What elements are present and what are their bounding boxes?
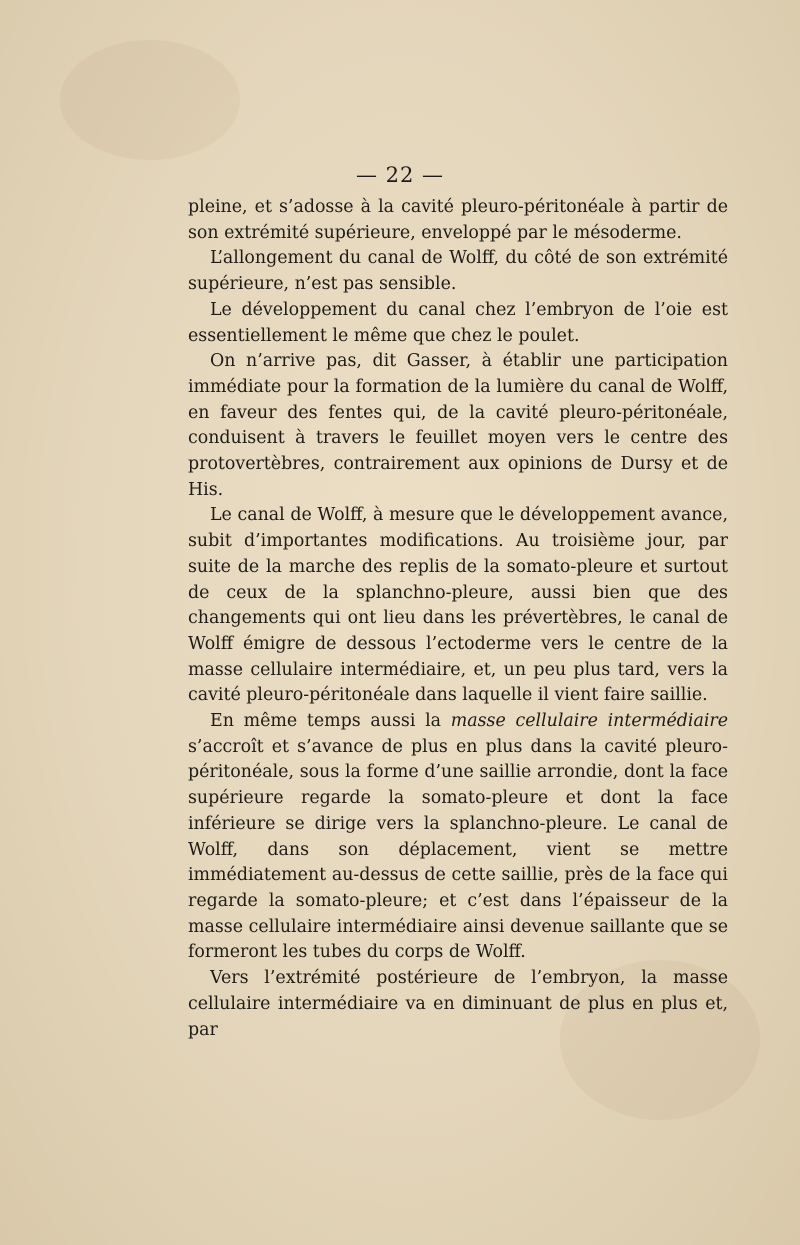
italic-term: masse cellulaire intermédiaire — [450, 711, 728, 732]
paragraph-4: On n’arrive pas, dit Gasser, à établir une participation immédiate pour la formation de la lumière du canal de Wolff, en faveur des fentes qui, de la cavité pleuro-péritonéale, conduisent à travers le feuillet moyen vers le centre des protovertèbres, contrairement aux opinions de Dursy et de His. — [188, 351, 728, 500]
body-text — [188, 195, 728, 1043]
paragraph-3: Le développement du canal chez l’embryon de l’oie est essentiellement le même que chez le poulet. — [188, 299, 728, 346]
paragraph-6-rest: s’accroît et s’avance de plus en plus dans la cavité pleuro-péritonéale, sous la forme d’une saillie arrondie, dont la face supérieure regarde la somato-pleure et dont la face inférieure se dirige vers la splanchno-pleure. Le canal de Wolff, dans son déplacement, vient se mettre immédiatement au-dessus de cette saillie, près de la face qui regarde la somato-pleure; et c’est dans l’épaisseur de la masse cellulaire intermédiaire ainsi devenue saillante que se formeront les tubes du corps de Wolff. — [188, 736, 728, 963]
paragraph-5: Le canal de Wolff, à mesure que le développement avance, subit d’importantes modifications. Au troisième jour, par suite de la marche des replis de la somato-pleure et surtout de ceux de la splanchno-pleure, aussi bien que des changements qui ont lieu dans les prévertèbres, le canal de Wolff émigre de dessous l’ectoderme vers le centre de la masse cellulaire intermédiaire, et, un peu plus tard, vers la cavité pleuro-péritonéale dans laquelle il vient faire saillie. — [188, 505, 728, 706]
paragraph-6 — [188, 709, 728, 966]
paper-stain — [60, 40, 240, 160]
paragraph-2: L’allongement du canal de Wolff, du côté de son extrémité supérieure, n’est pas sensible. — [188, 248, 728, 295]
page-number: — 22 — — [355, 163, 445, 187]
paragraph-7: Vers l’extrémité postérieure de l’embryon, la masse cellulaire intermédiaire va en diminuant de plus en plus et, par — [188, 968, 728, 1040]
paragraph-1: pleine, et s’adosse à la cavité pleuro-péritonéale à partir de son extrémité supérieure, enveloppé par le mésoderme. — [188, 197, 728, 243]
paragraph-6-start: En même temps aussi la — [210, 711, 451, 732]
